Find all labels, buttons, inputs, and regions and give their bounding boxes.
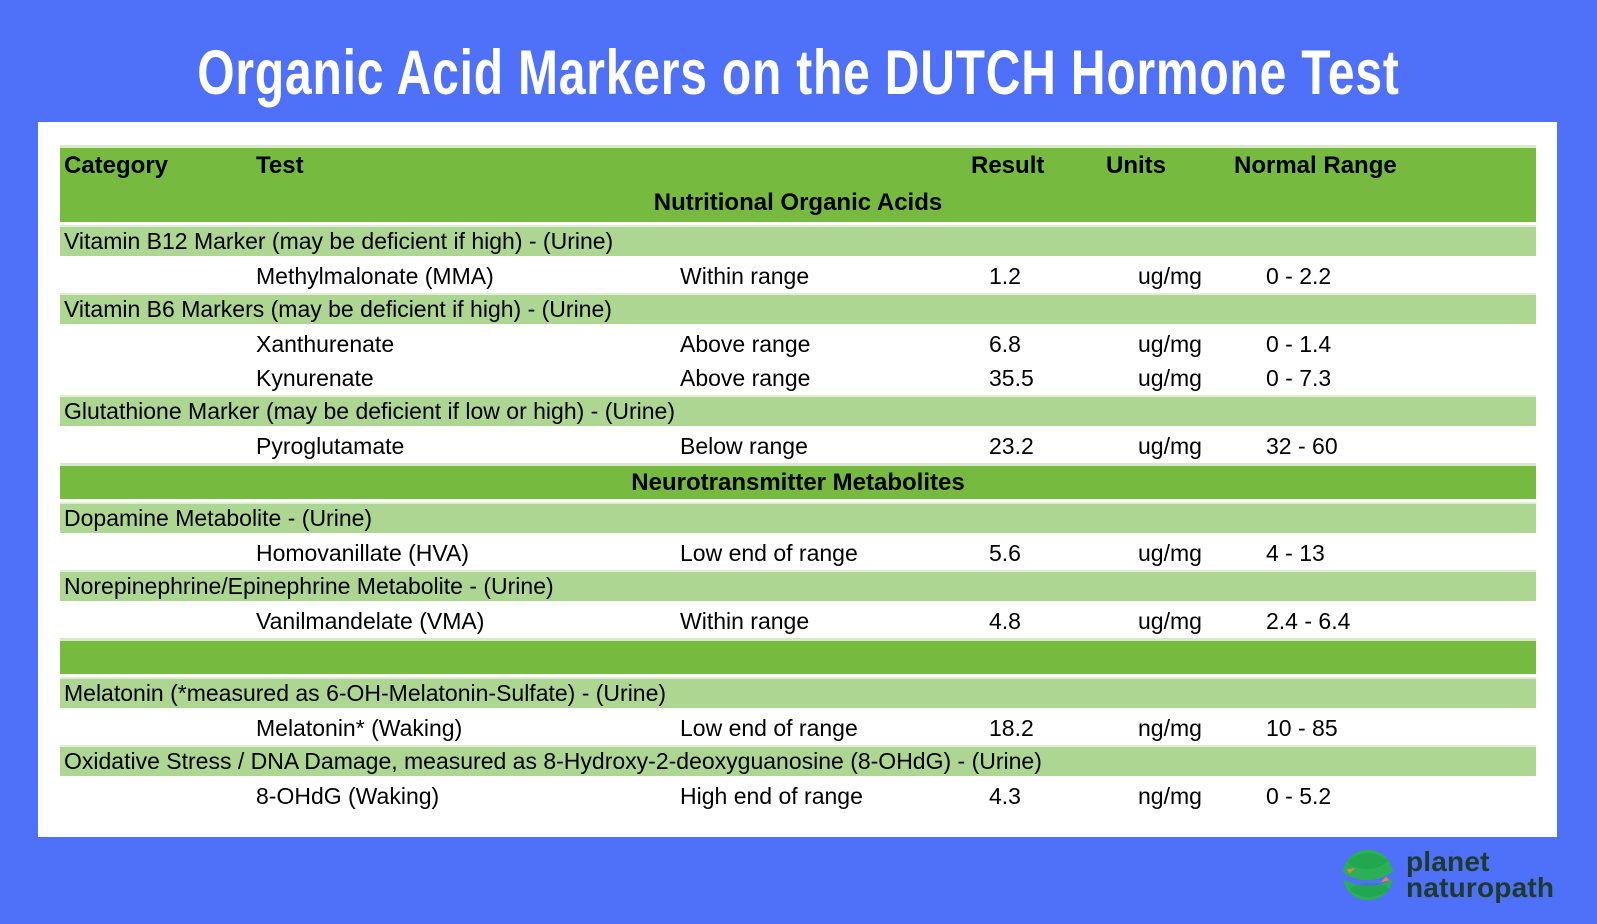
planet-naturopath-wordmark (1406, 846, 1555, 903)
result-status: Within range (680, 263, 810, 289)
result-value: 23.2 (989, 433, 1034, 459)
category-row: Glutathione Marker (may be deficient if low or high) - (Urine) (60, 395, 1536, 426)
planet-naturopath-leaf-icon (1341, 848, 1395, 902)
table-header-block (60, 145, 1536, 222)
column-header-status (660, 148, 965, 186)
result-status: High end of range (680, 783, 863, 809)
units-value: ug/mg (1138, 263, 1202, 289)
result-status: Above range (680, 365, 811, 391)
column-header-test: Test (256, 152, 304, 179)
column-header-normal-range: Normal Range (1234, 152, 1397, 179)
test-name: Melatonin* (Waking) (256, 715, 463, 741)
result-status: Below range (680, 433, 808, 459)
units-value: ug/mg (1138, 331, 1202, 357)
normal-range-value: 2.4 - 6.4 (1266, 608, 1351, 634)
result-status: Within range (680, 608, 810, 634)
category-row: Vitamin B6 Markers (may be deficient if high) - (Urine) (60, 293, 1536, 324)
normal-range-value: 10 - 85 (1266, 715, 1338, 741)
category-row: Vitamin B12 Marker (may be deficient if high) - (Urine) (60, 225, 1536, 256)
result-value: 4.3 (989, 783, 1021, 809)
organic-acid-table (60, 145, 1536, 813)
result-value: 1.2 (989, 263, 1021, 289)
test-name: Homovanillate (HVA) (256, 540, 470, 566)
page-title-text: Organic Acid Markers on the DUTCH Hormone Test (197, 37, 1400, 108)
result-status: Low end of range (680, 540, 858, 566)
normal-range-value: 4 - 13 (1266, 540, 1325, 566)
column-header-units: Units (1106, 152, 1166, 179)
result-status: Above range (680, 331, 811, 357)
test-name: Vanilmandelate (VMA) (256, 608, 485, 634)
data-row (60, 711, 1536, 745)
result-value: 4.8 (989, 608, 1021, 634)
data-row (60, 536, 1536, 570)
planet-naturopath-logo (1341, 848, 1554, 902)
result-status: Low end of range (680, 715, 858, 741)
normal-range-value: 0 - 7.3 (1266, 365, 1332, 391)
units-value: ug/mg (1138, 433, 1202, 459)
result-value: 35.5 (989, 365, 1034, 391)
data-row (60, 361, 1536, 395)
test-name: Methylmalonate (MMA) (256, 263, 494, 289)
result-value: 18.2 (989, 715, 1034, 741)
units-value: ug/mg (1138, 540, 1202, 566)
logo-line-planet: planet (1406, 846, 1490, 877)
results-panel (38, 122, 1557, 837)
page-title (0, 28, 1597, 118)
result-value: 6.8 (989, 331, 1021, 357)
test-name: Xanthurenate (256, 331, 395, 357)
normal-range-value: 32 - 60 (1266, 433, 1338, 459)
column-header-row (60, 148, 1536, 186)
data-row (60, 259, 1536, 293)
table-body (60, 225, 1536, 813)
section-header-nutritional-organic-acids: Nutritional Organic Acids (653, 189, 943, 216)
normal-range-value: 0 - 5.2 (1266, 783, 1332, 809)
category-row: Melatonin (*measured as 6-OH-Melatonin-Sulfate) - (Urine) (60, 677, 1536, 708)
units-value: ug/mg (1138, 608, 1202, 634)
test-name: Kynurenate (256, 365, 374, 391)
test-name: 8-OHdG (Waking) (256, 783, 440, 809)
units-value: ng/mg (1138, 715, 1202, 741)
data-row (60, 327, 1536, 361)
normal-range-value: 0 - 1.4 (1266, 331, 1332, 357)
category-row: Dopamine Metabolite - (Urine) (60, 502, 1536, 533)
section-header-row (60, 638, 1536, 674)
data-row (60, 429, 1536, 463)
data-row (60, 779, 1536, 813)
category-row: Oxidative Stress / DNA Damage, measured as 8-Hydroxy-2-deoxyguanosine (8-OHdG) - (Urine) (60, 745, 1536, 776)
units-value: ug/mg (1138, 365, 1202, 391)
test-name: Pyroglutamate (256, 433, 405, 459)
result-value: 5.6 (989, 540, 1021, 566)
category-row: Norepinephrine/Epinephrine Metabolite - (Urine) (60, 570, 1536, 601)
section-header-row: Neurotransmitter Metabolites (60, 463, 1536, 499)
normal-range-value: 0 - 2.2 (1266, 263, 1332, 289)
data-row (60, 604, 1536, 638)
column-header-result: Result (971, 152, 1045, 179)
logo-line-naturopath: naturopath (1406, 872, 1555, 903)
column-header-category: Category (64, 152, 169, 179)
units-value: ng/mg (1138, 783, 1202, 809)
